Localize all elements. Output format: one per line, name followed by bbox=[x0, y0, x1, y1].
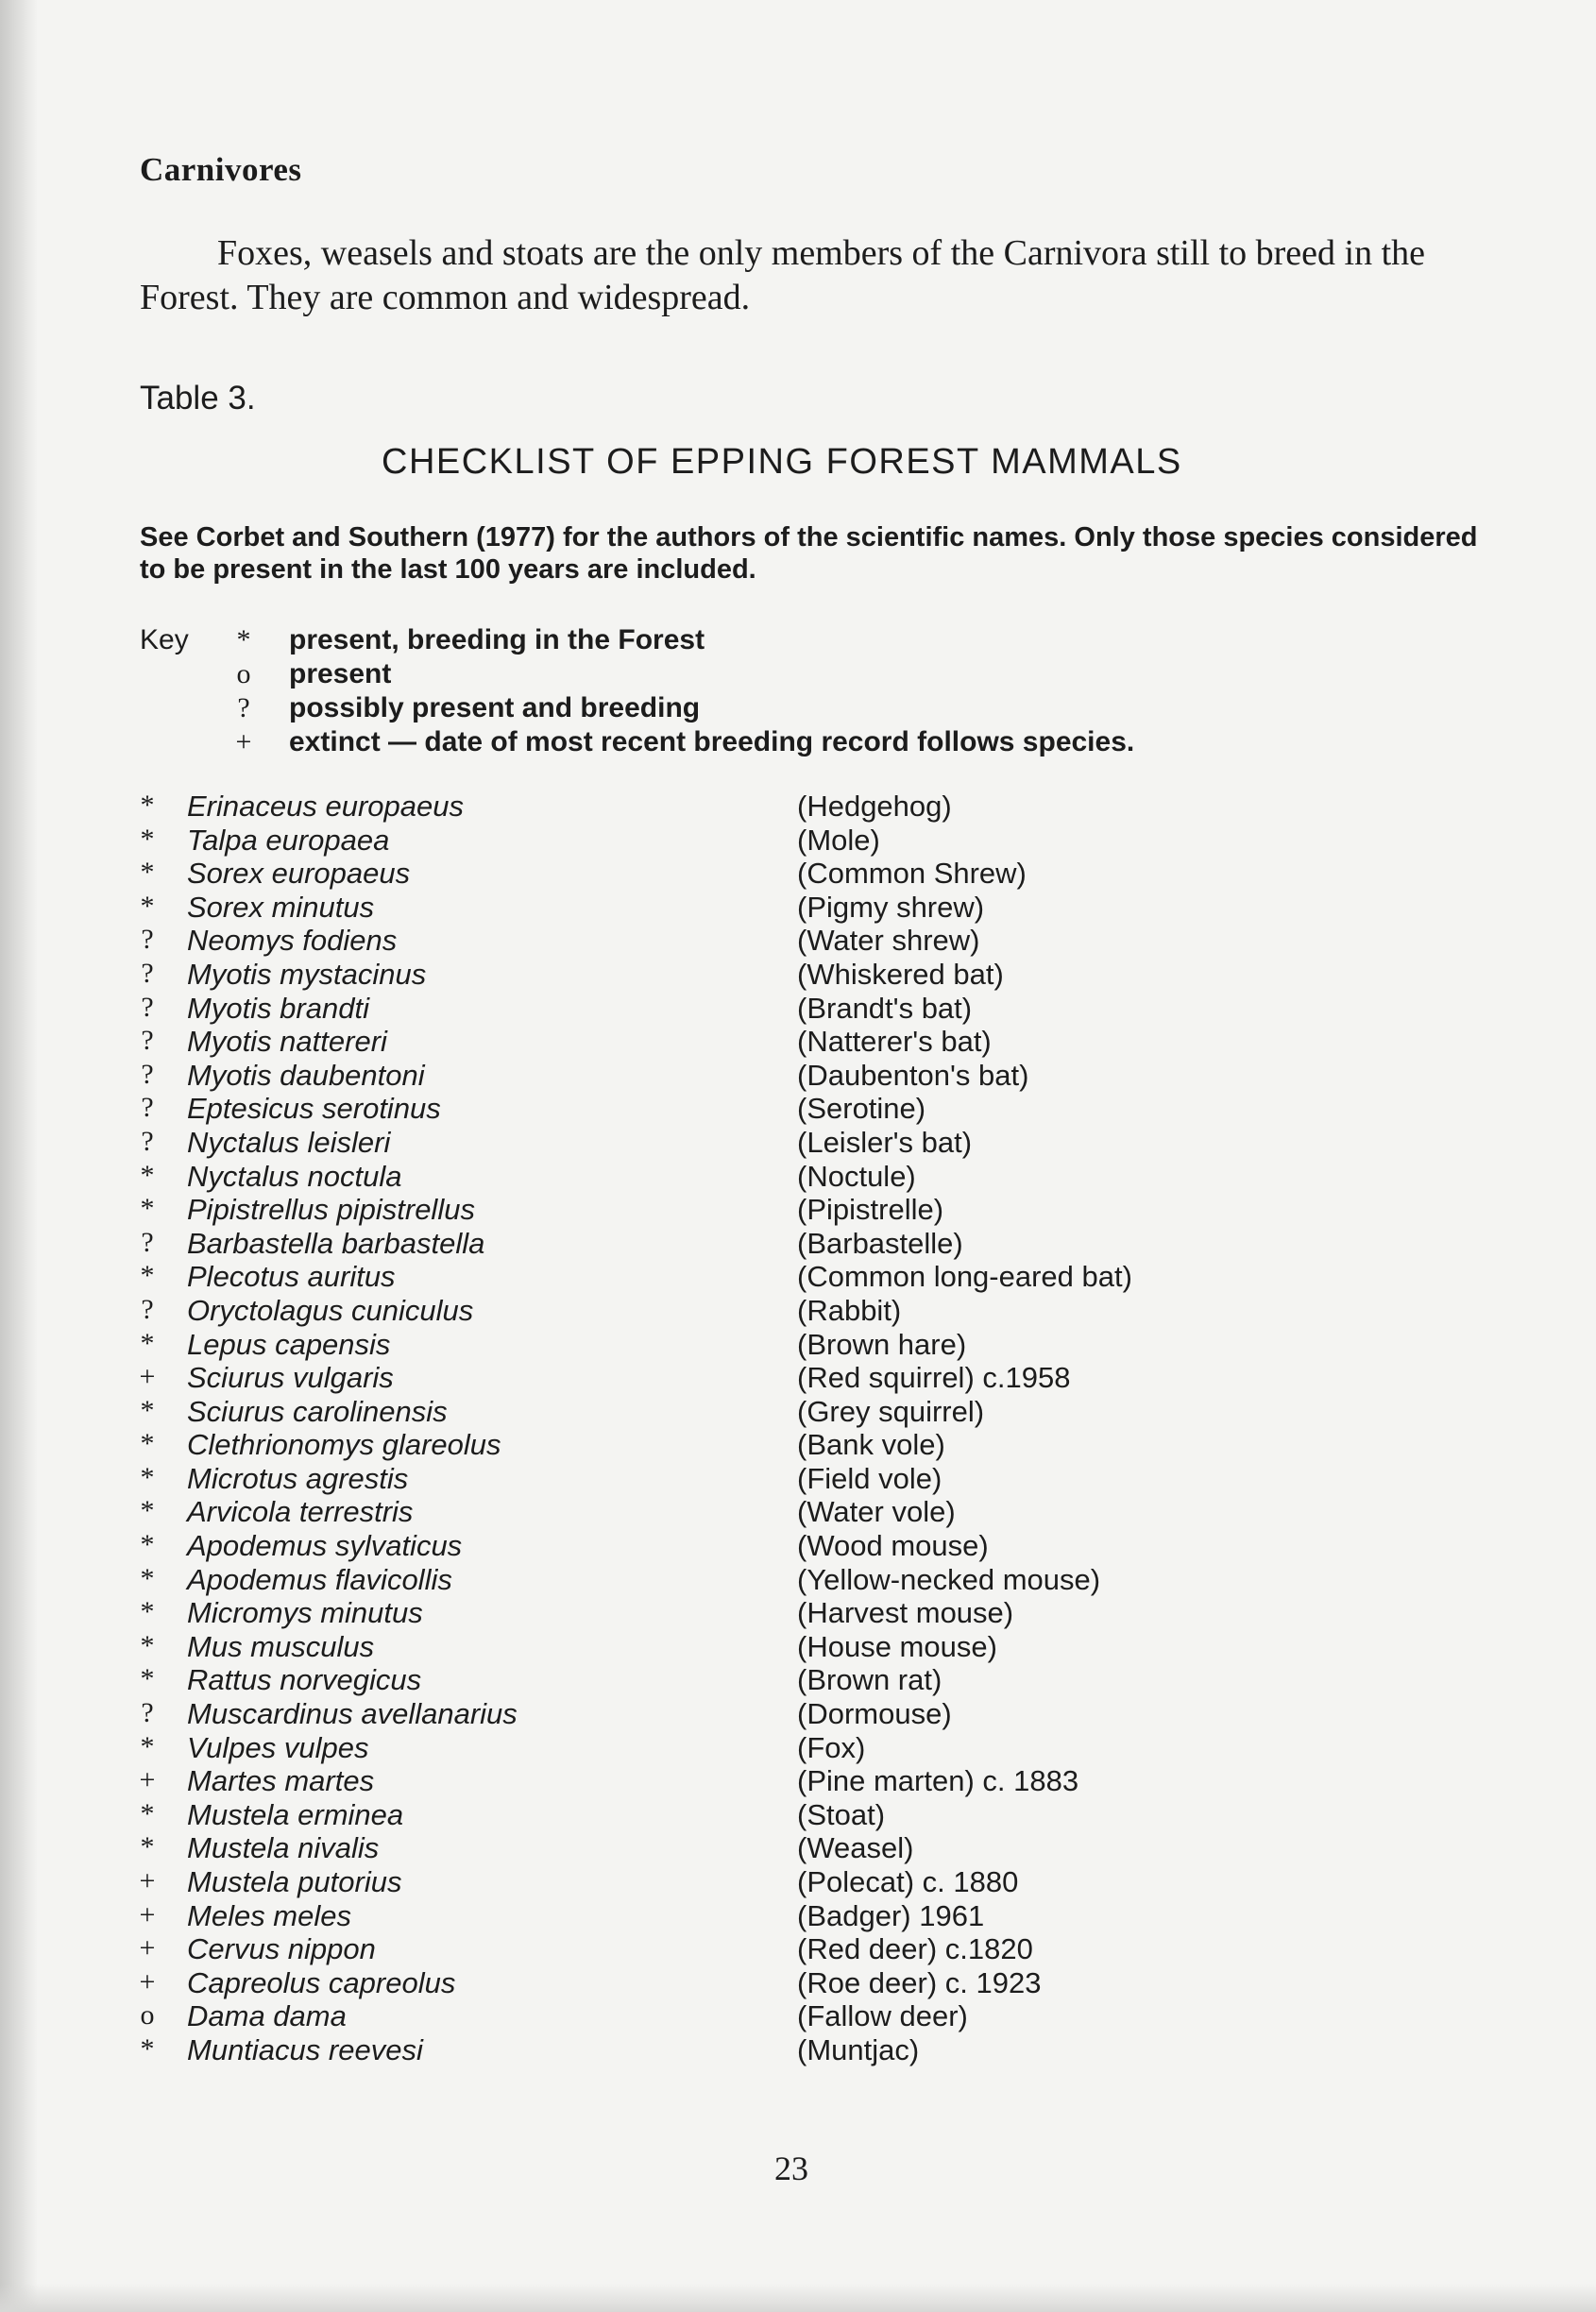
status-symbol: ? bbox=[141, 1025, 154, 1057]
page-bottom-shadow bbox=[0, 2284, 1596, 2312]
table-title: CHECKLIST OF EPPING FOREST MAMMALS bbox=[382, 442, 1182, 482]
key-symbol: + bbox=[235, 726, 252, 757]
species-row bbox=[132, 1899, 1473, 1933]
species-row bbox=[132, 1193, 1473, 1227]
status-symbol: + bbox=[139, 1764, 156, 1796]
status-symbol: * bbox=[140, 1394, 155, 1426]
species-row bbox=[132, 924, 1473, 958]
scientific-name: Myotis mystacinus bbox=[187, 957, 427, 991]
common-name: (Fox) bbox=[797, 1730, 866, 1764]
common-name: (Daubenton's bat) bbox=[797, 1058, 1029, 1092]
status-symbol: * bbox=[140, 1831, 155, 1863]
scientific-name: Eptesicus serotinus bbox=[187, 1092, 441, 1126]
common-name: (Muntjac) bbox=[797, 2032, 920, 2066]
common-name: (Hedgehog) bbox=[797, 790, 952, 823]
scientific-name: Sorex europaeus bbox=[187, 857, 411, 891]
species-row bbox=[132, 1260, 1473, 1294]
body-paragraph bbox=[140, 231, 1471, 320]
status-symbol: ? bbox=[141, 1293, 154, 1325]
key-symbol: o bbox=[236, 658, 251, 689]
common-name: (Barbastelle) bbox=[797, 1226, 963, 1260]
status-symbol: * bbox=[140, 1327, 155, 1359]
scientific-name: Muntiacus reevesi bbox=[187, 2032, 423, 2066]
species-row bbox=[132, 1999, 1473, 2033]
scientific-name: Sciurus carolinensis bbox=[187, 1394, 448, 1428]
common-name: (Red deer) c.1820 bbox=[797, 1932, 1033, 1966]
common-name: (Red squirrel) c.1958 bbox=[797, 1361, 1071, 1395]
common-name: (Yellow-necked mouse) bbox=[797, 1562, 1101, 1596]
scientific-name: Apodemus sylvaticus bbox=[187, 1529, 463, 1563]
scientific-name: Muscardinus avellanarius bbox=[187, 1697, 518, 1731]
status-symbol: ? bbox=[141, 1092, 154, 1124]
common-name: (Polecat) c. 1880 bbox=[797, 1865, 1019, 1898]
key-text: present bbox=[289, 658, 392, 689]
table-label: Table 3. bbox=[140, 380, 256, 416]
key-symbol: ? bbox=[237, 692, 250, 723]
common-name: (Harvest mouse) bbox=[797, 1596, 1014, 1630]
key-text: extinct — date of most recent breeding record follows species. bbox=[289, 726, 1135, 757]
scientific-name: Mustela putorius bbox=[187, 1865, 402, 1898]
common-name: (Common Shrew) bbox=[797, 857, 1027, 891]
scientific-name: Vulpes vulpes bbox=[187, 1730, 369, 1764]
species-row bbox=[132, 992, 1473, 1026]
status-symbol: * bbox=[140, 1730, 155, 1762]
common-name: (Water vole) bbox=[797, 1495, 956, 1529]
species-row bbox=[132, 1227, 1473, 1261]
scientific-name: Nyctalus noctula bbox=[187, 1159, 402, 1193]
common-name: (Badger) 1961 bbox=[797, 1898, 985, 1932]
scientific-name: Myotis brandti bbox=[187, 991, 369, 1025]
common-name: (Dormouse) bbox=[797, 1697, 952, 1731]
common-name: (Serotine) bbox=[797, 1092, 926, 1126]
status-symbol: * bbox=[140, 2032, 155, 2065]
status-symbol: * bbox=[140, 1159, 155, 1191]
scientific-name: Sciurus vulgaris bbox=[187, 1361, 394, 1395]
status-symbol: * bbox=[140, 1629, 155, 1661]
common-name: (Brown rat) bbox=[797, 1663, 942, 1697]
common-name: (Water shrew) bbox=[797, 924, 980, 958]
common-name: (Wood mouse) bbox=[797, 1529, 989, 1563]
scientific-name: Microtus agrestis bbox=[187, 1461, 409, 1495]
status-symbol: * bbox=[140, 1663, 155, 1695]
species-row bbox=[132, 1092, 1473, 1126]
common-name: (Grey squirrel) bbox=[797, 1394, 985, 1428]
status-symbol: * bbox=[140, 1797, 155, 1829]
scientific-name: Rattus norvegicus bbox=[187, 1663, 422, 1697]
key-text: possibly present and breeding bbox=[289, 692, 701, 723]
common-name: (Brown hare) bbox=[797, 1327, 967, 1361]
key-text: present, breeding in the Forest bbox=[289, 624, 705, 655]
common-name: (Mole) bbox=[797, 823, 880, 857]
common-name: (Whiskered bat) bbox=[797, 957, 1004, 991]
species-row bbox=[132, 1764, 1473, 1798]
scientific-name: Micromys minutus bbox=[187, 1596, 423, 1630]
status-symbol: ? bbox=[141, 957, 154, 989]
status-symbol: * bbox=[140, 890, 155, 922]
species-row bbox=[132, 1294, 1473, 1328]
species-row bbox=[132, 1932, 1473, 1966]
scientific-name: Neomys fodiens bbox=[187, 924, 398, 958]
species-row bbox=[132, 1428, 1473, 1462]
species-row bbox=[132, 1395, 1473, 1429]
common-name: (Noctule) bbox=[797, 1159, 916, 1193]
scientific-name: Cervus nippon bbox=[187, 1932, 376, 1966]
species-row bbox=[132, 1025, 1473, 1059]
status-symbol: * bbox=[140, 790, 155, 821]
status-symbol: ? bbox=[141, 1226, 154, 1258]
scientific-name: Mustela erminea bbox=[187, 1797, 404, 1831]
species-row bbox=[132, 1798, 1473, 1832]
species-row bbox=[132, 1731, 1473, 1765]
scientific-name: Plecotus auritus bbox=[187, 1260, 396, 1294]
status-symbol: * bbox=[140, 1461, 155, 1493]
scientific-name: Talpa europaea bbox=[187, 823, 390, 857]
scientific-name: Mustela nivalis bbox=[187, 1831, 380, 1865]
scientific-name: Dama dama bbox=[187, 1999, 347, 2033]
common-name: (Common long-eared bat) bbox=[797, 1260, 1132, 1294]
status-symbol: + bbox=[139, 1361, 156, 1393]
scientific-name: Pipistrellus pipistrellus bbox=[187, 1193, 475, 1227]
status-symbol: * bbox=[140, 1260, 155, 1292]
species-row bbox=[132, 1160, 1473, 1194]
key-label: Key bbox=[140, 624, 189, 655]
scientific-name: Lepus capensis bbox=[187, 1327, 391, 1361]
scientific-name: Myotis nattereri bbox=[187, 1025, 387, 1059]
status-symbol: ? bbox=[141, 1697, 154, 1729]
status-symbol: + bbox=[139, 1865, 156, 1896]
key-symbol: * bbox=[236, 624, 251, 655]
status-symbol: ? bbox=[141, 1125, 154, 1157]
species-row bbox=[132, 1630, 1473, 1664]
status-symbol: + bbox=[139, 1965, 156, 1998]
species-row bbox=[132, 1328, 1473, 1362]
species-row bbox=[132, 1529, 1473, 1563]
species-row bbox=[132, 891, 1473, 925]
scientific-name: Clethrionomys glareolus bbox=[187, 1428, 501, 1462]
scientific-name: Arvicola terrestris bbox=[187, 1495, 414, 1529]
common-name: (Rabbit) bbox=[797, 1293, 902, 1327]
common-name: (Bank vole) bbox=[797, 1428, 945, 1462]
species-row bbox=[132, 1495, 1473, 1529]
species-row bbox=[132, 2033, 1473, 2067]
species-row bbox=[132, 857, 1473, 891]
common-name: (Brandt's bat) bbox=[797, 991, 973, 1025]
common-name: (Fallow deer) bbox=[797, 1999, 968, 2033]
status-symbol: * bbox=[140, 1529, 155, 1561]
scientific-name: Barbastella barbastella bbox=[187, 1226, 485, 1260]
common-name: (Pipistrelle) bbox=[797, 1193, 944, 1227]
scientific-name: Capreolus capreolus bbox=[187, 1965, 456, 1999]
species-row bbox=[132, 1462, 1473, 1496]
status-symbol: * bbox=[140, 1428, 155, 1460]
common-name: (Stoat) bbox=[797, 1797, 886, 1831]
status-symbol: * bbox=[140, 823, 155, 855]
status-symbol: + bbox=[139, 1932, 156, 1964]
scientific-name: Sorex minutus bbox=[187, 890, 375, 924]
species-row bbox=[132, 1361, 1473, 1395]
species-list bbox=[132, 790, 1473, 2067]
species-row bbox=[132, 824, 1473, 858]
status-symbol: o bbox=[140, 1999, 155, 2032]
scientific-name: Myotis daubentoni bbox=[187, 1058, 425, 1092]
common-name: (Leisler's bat) bbox=[797, 1125, 973, 1159]
page-gutter-shadow bbox=[0, 0, 38, 2312]
common-name: (Pine marten) c. 1883 bbox=[797, 1764, 1079, 1798]
status-symbol: + bbox=[139, 1898, 156, 1930]
status-symbol: ? bbox=[141, 991, 154, 1023]
status-symbol: * bbox=[140, 1193, 155, 1225]
scientific-name: Erinaceus europaeus bbox=[187, 790, 464, 823]
common-name: (Field vole) bbox=[797, 1461, 942, 1495]
species-row bbox=[132, 1126, 1473, 1160]
page-number: 23 bbox=[774, 2150, 808, 2187]
status-symbol: ? bbox=[141, 1058, 154, 1090]
species-row bbox=[132, 1865, 1473, 1899]
common-name: (Pigmy shrew) bbox=[797, 890, 985, 924]
species-row bbox=[132, 1966, 1473, 2000]
status-symbol: * bbox=[140, 1495, 155, 1527]
paragraph-text: Foxes, weasels and stoats are the only members of the Carnivora still to breed in the Forest. They are common and widespread. bbox=[140, 233, 1426, 317]
scientific-name: Mus musculus bbox=[187, 1629, 375, 1663]
common-name: (Weasel) bbox=[797, 1831, 914, 1865]
status-symbol: * bbox=[140, 1562, 155, 1594]
scientific-name: Martes martes bbox=[187, 1764, 375, 1798]
section-heading: Carnivores bbox=[140, 151, 302, 188]
status-symbol: ? bbox=[141, 924, 154, 956]
species-row bbox=[132, 1596, 1473, 1630]
species-row bbox=[132, 1563, 1473, 1597]
species-row bbox=[132, 1663, 1473, 1697]
scientific-name: Oryctolagus cuniculus bbox=[187, 1293, 474, 1327]
species-row bbox=[132, 790, 1473, 824]
species-row bbox=[132, 1831, 1473, 1865]
status-symbol: * bbox=[140, 1596, 155, 1628]
scientific-name: Nyctalus leisleri bbox=[187, 1125, 391, 1159]
common-name: (House mouse) bbox=[797, 1629, 997, 1663]
species-row bbox=[132, 958, 1473, 992]
scientific-name: Apodemus flavicollis bbox=[187, 1562, 452, 1596]
status-symbol: * bbox=[140, 857, 155, 889]
common-name: (Roe deer) c. 1923 bbox=[797, 1965, 1042, 1999]
table-note: See Corbet and Southern (1977) for the authors of the scientific names. Only those species considered to be present in the last 100 years are included. bbox=[140, 522, 1478, 585]
scientific-name: Meles meles bbox=[187, 1898, 351, 1932]
species-row bbox=[132, 1697, 1473, 1731]
species-row bbox=[132, 1059, 1473, 1093]
common-name: (Natterer's bat) bbox=[797, 1025, 992, 1059]
